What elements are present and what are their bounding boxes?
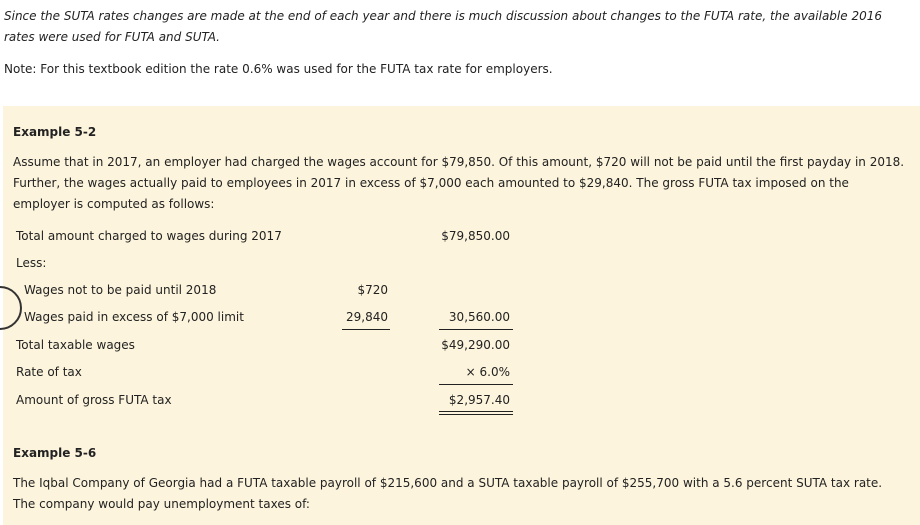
less-label: Less: (16, 256, 47, 270)
example-5-2-line-2: Further, the wages actually paid to employees in 2017 in excess of $7,000 each amounted to $29,840. The gross FUTA tax imposed on the (13, 176, 849, 190)
double-rule-top (439, 411, 513, 412)
rate-of-tax-label: Rate of tax (16, 365, 82, 379)
rate-of-tax-value: × 6.0% (465, 365, 510, 379)
gross-futa-label: Amount of gross FUTA tax (16, 393, 172, 407)
gross-futa-value: $2,957.40 (448, 393, 510, 407)
intro-line-2: rates were used for FUTA and SUTA. (4, 30, 220, 44)
example-5-2-line-1: Assume that in 2017, an employer had charged the wages account for $79,850. Of this amount, $720 will not be paid until the first payday in 2018. (13, 155, 905, 169)
deduction-rule (439, 329, 513, 330)
taxable-wages-value: $49,290.00 (441, 338, 510, 352)
example-5-6-line-2: The company would pay unemployment taxes of: (13, 497, 310, 511)
wages-not-paid-label: Wages not to be paid until 2018 (24, 283, 217, 297)
rate-rule (439, 384, 513, 385)
example-5-6-title: Example 5-6 (13, 446, 97, 460)
subtotal-rule (342, 329, 390, 330)
intro-paragraph (4, 6, 904, 48)
example-5-6-paragraph (13, 473, 913, 515)
intro-line-1: Since the SUTA rates changes are made at the end of each year and there is much discussion about changes to the FUTA rate, the available 2016 (4, 9, 882, 23)
wages-excess-label: Wages paid in excess of $7,000 limit (24, 310, 244, 324)
example-5-2-line-3: employer is computed as follows: (13, 197, 215, 211)
note-text: Note: For this textbook edition the rate 0.6% was used for the FUTA tax rate for employers. (4, 62, 553, 76)
double-rule-bottom (439, 414, 513, 415)
taxable-wages-label: Total taxable wages (16, 338, 135, 352)
wages-excess-value: 29,840 (346, 310, 388, 324)
total-charged-label: Total amount charged to wages during 2017 (16, 229, 282, 243)
total-charged-value: $79,850.00 (441, 229, 510, 243)
example-5-6-line-1: The Iqbal Company of Georgia had a FUTA taxable payroll of $215,600 and a SUTA taxable payroll of $255,700 with a 5.6 percent SUTA tax rate. (13, 476, 883, 490)
wages-not-paid-value: $720 (357, 283, 388, 297)
example-box (3, 106, 920, 525)
wages-excess-total: 30,560.00 (448, 310, 510, 324)
example-5-2-paragraph (13, 152, 913, 215)
example-5-2-title: Example 5-2 (13, 125, 97, 139)
